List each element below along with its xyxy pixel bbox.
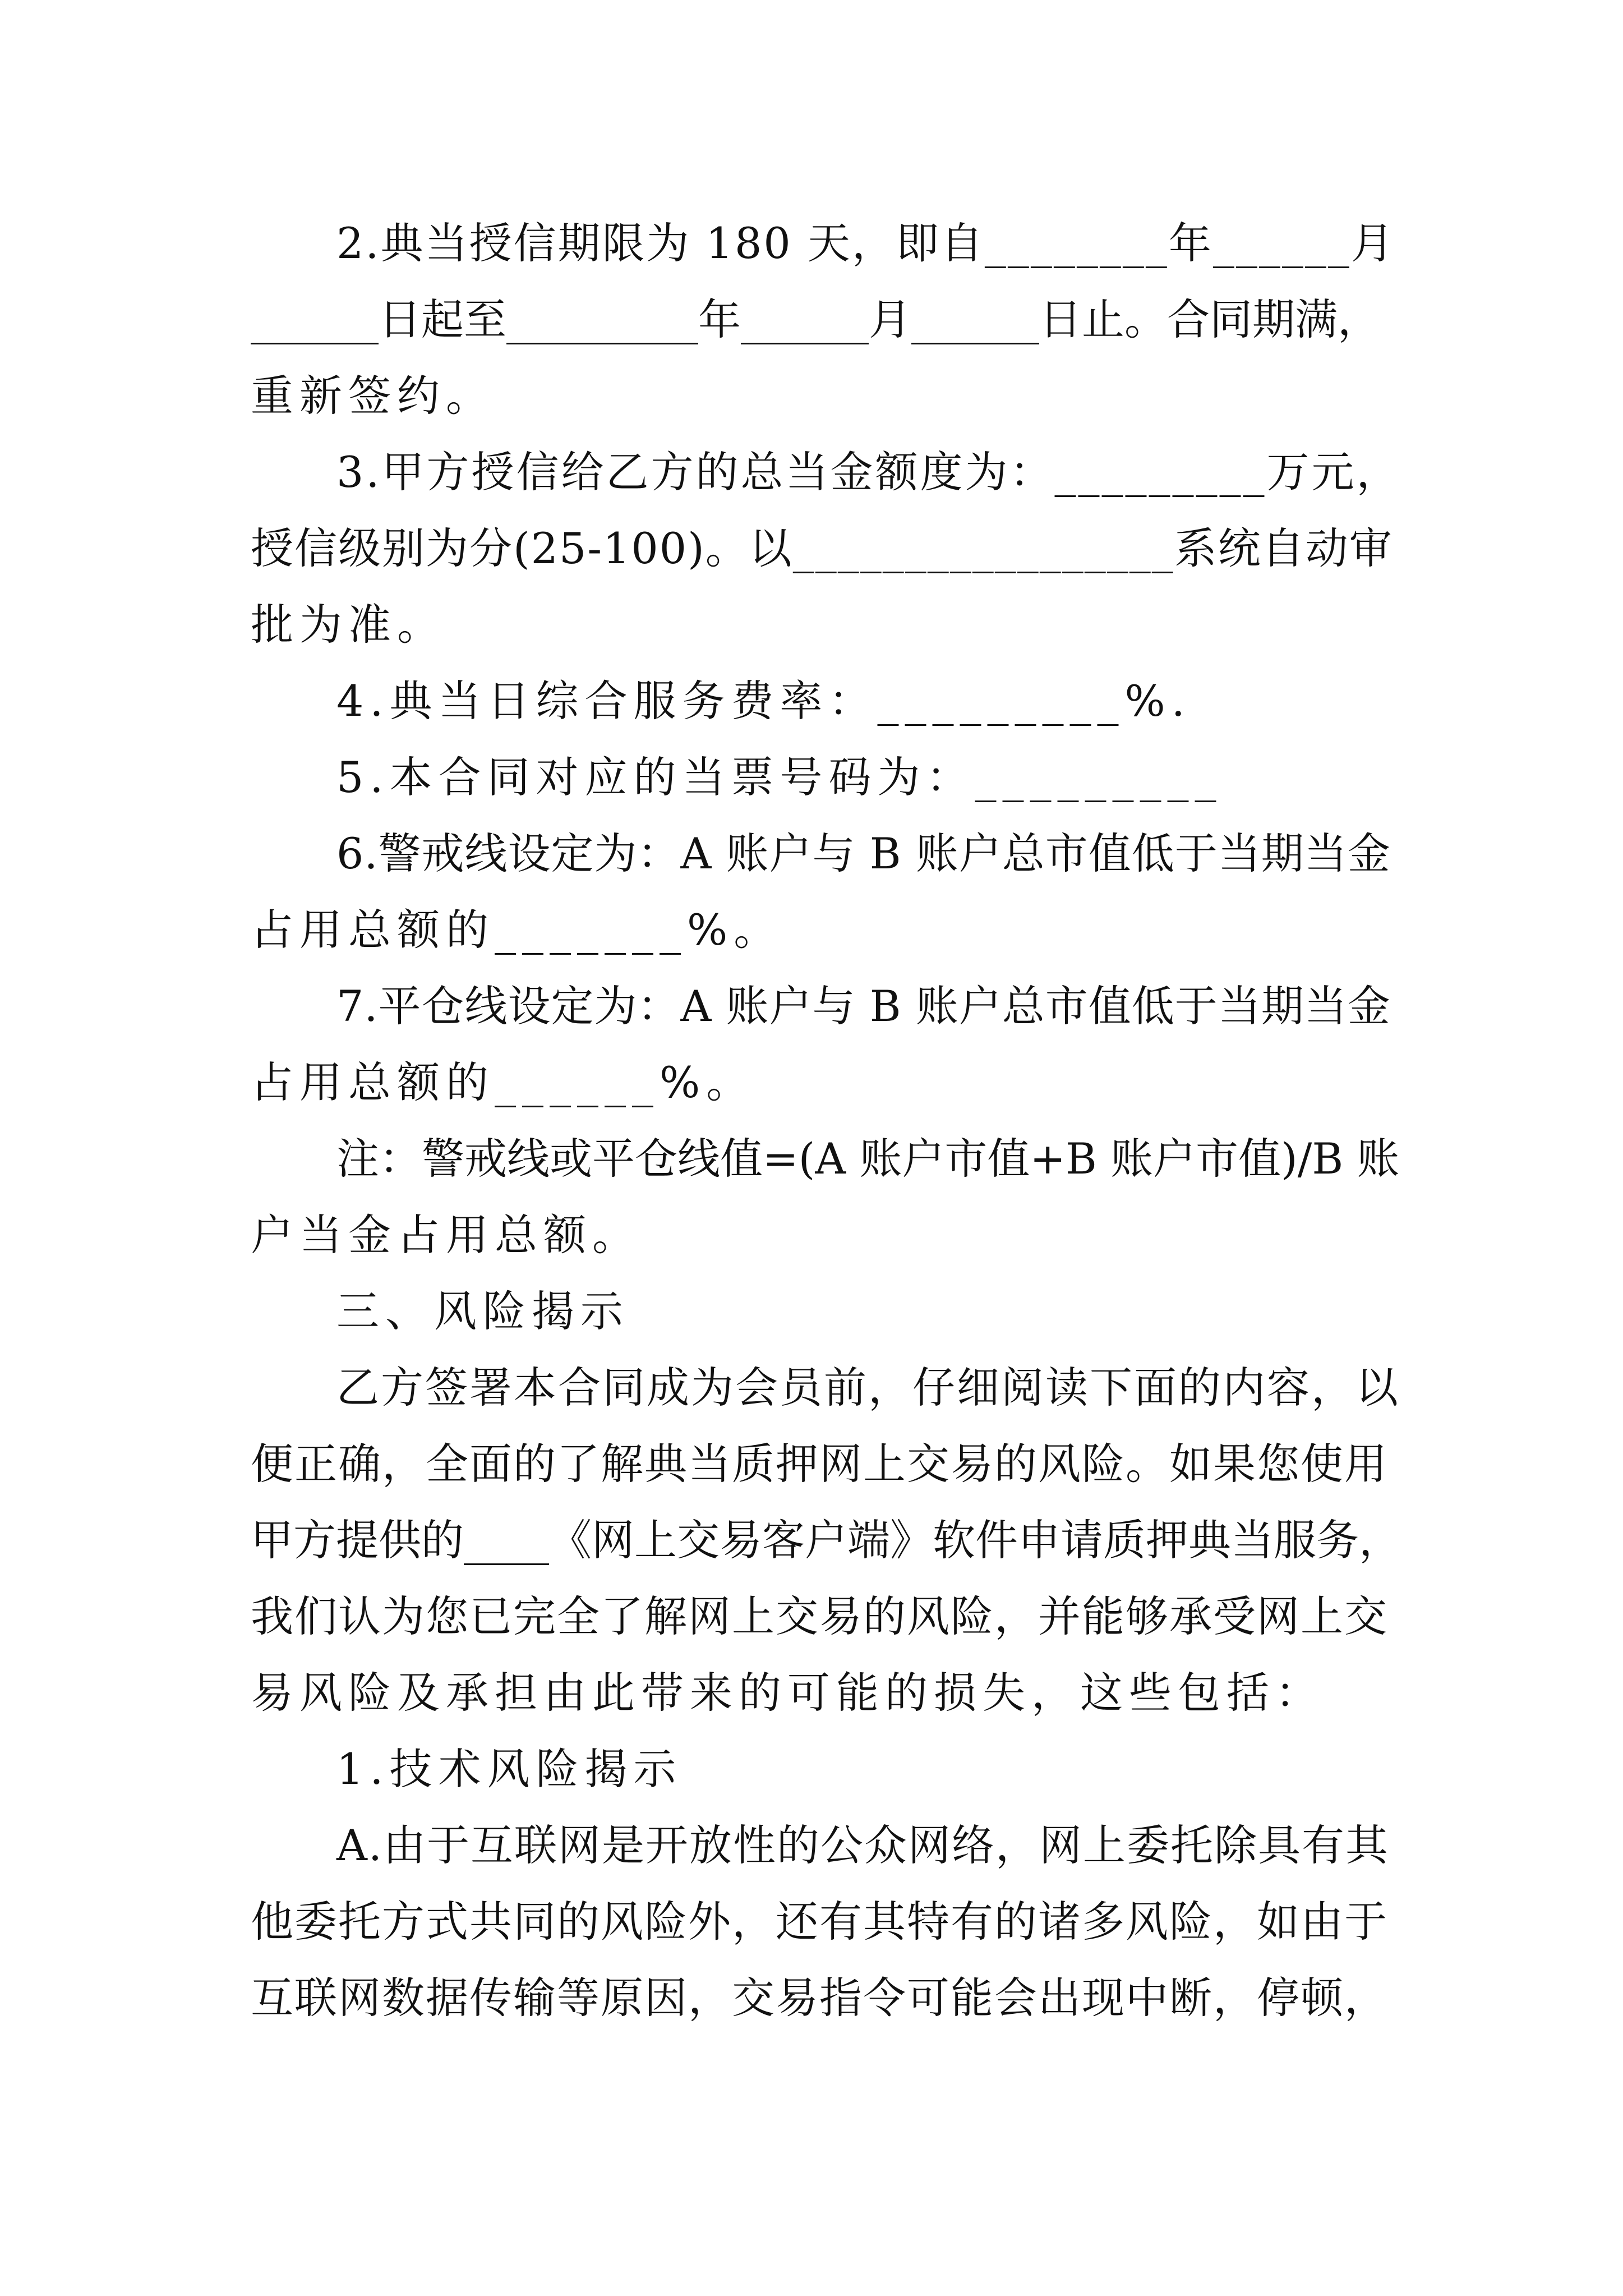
text-line: 授信级别为分(25-100)。以_________________系统自动审 <box>251 523 1393 573</box>
text-line: A.由于互联网是开放性的公众网络，网上委托除具有其 <box>336 1820 1390 1870</box>
text-line: 易风险及承担由此带来的可能的损失，这些包括： <box>251 1668 1324 1718</box>
text-line: 甲方提供的____《网上交易客户端》软件申请质押典当服务， <box>251 1515 1401 1565</box>
text-line: 互联网数据传输等原因，交易指令可能会出现中断，停顿， <box>251 1973 1388 2023</box>
text-line: 占用总额的______%。 <box>251 1057 755 1107</box>
text-line: 6.警戒线设定为：A 账户与 B 账户总市值低于当期当金 <box>336 829 1391 878</box>
text-line: 乙方签署本合同成为会员前，仔细阅读下面的内容，以 <box>336 1363 1400 1412</box>
text-line: 5.本合同对应的当票号码为：_________ <box>336 752 1223 802</box>
text-line: 3.甲方授信给乙方的总当金额度为：_________万元， <box>336 447 1401 497</box>
section-heading: 三、风险揭示 <box>336 1286 629 1336</box>
text-line: 户当金占用总额。 <box>251 1210 641 1260</box>
text-line: 我们认为您已完全了解网上交易的风险，并能够承受网上交 <box>251 1591 1388 1641</box>
text-line: 批为准。 <box>251 600 446 650</box>
text-line: 7.平仓线设定为：A 账户与 B 账户总市值低于当期当金 <box>336 981 1391 1031</box>
text-line: 2.典当授信期限为 180 天，即自________年______月 <box>336 218 1395 268</box>
text-line: 占用总额的_______%。 <box>251 905 783 955</box>
subsection-heading: 1.技术风险揭示 <box>336 1744 683 1794</box>
text-line: 他委托方式共同的风险外，还有其特有的诸多风险，如由于 <box>251 1897 1388 1947</box>
text-line: 便正确，全面的了解典当质押网上交易的风险。如果您使用 <box>251 1439 1388 1489</box>
text-line: 重新签约。 <box>251 371 495 421</box>
text-line: 4.典当日综合服务费率：_________%. <box>336 676 1191 726</box>
text-line: ______日起至_________年______月______日止。合同期满， <box>251 295 1380 344</box>
text-line: 注：警戒线或平仓线值=(A 账户市值+B 账户市值)/B 账 <box>336 1134 1400 1184</box>
